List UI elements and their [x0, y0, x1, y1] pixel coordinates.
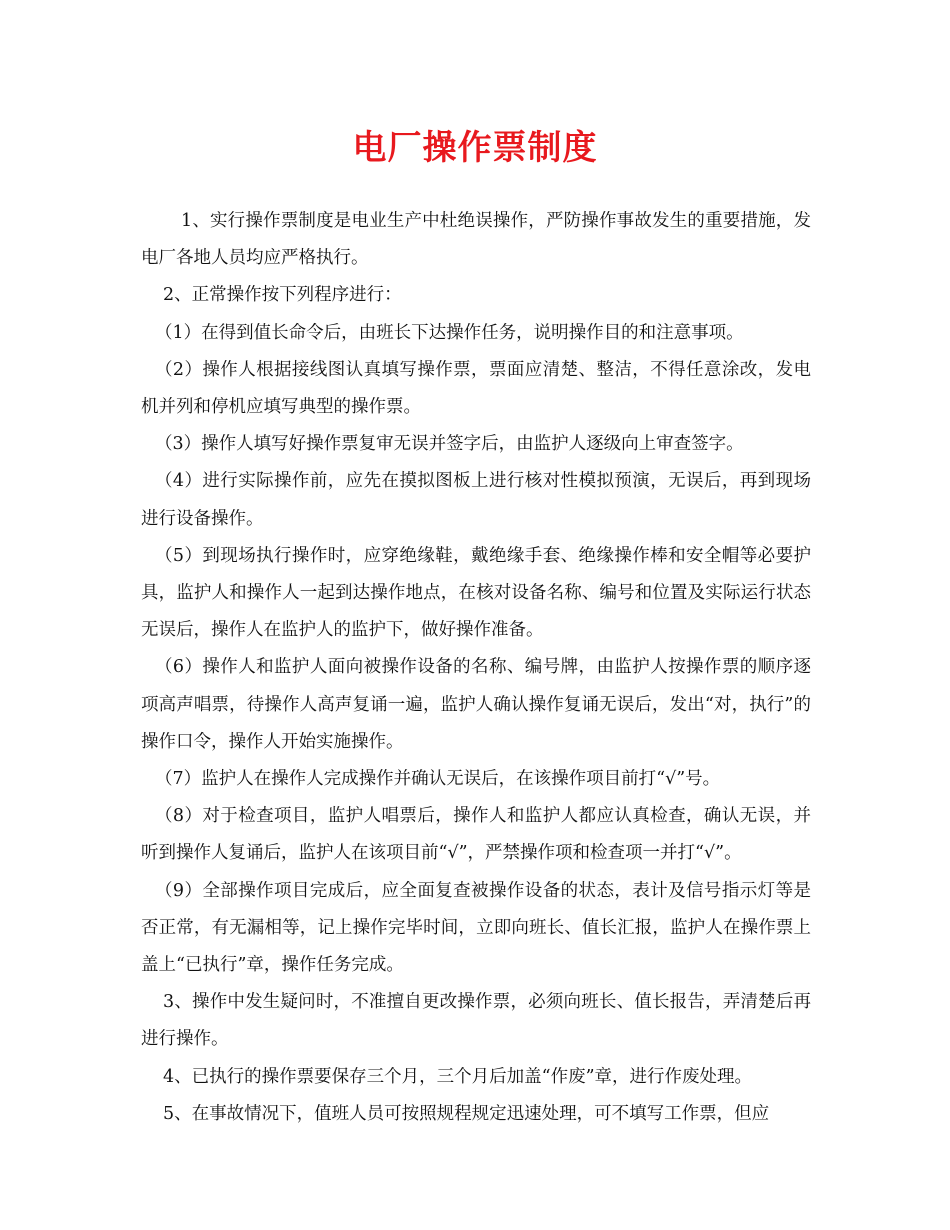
paragraph-2-8: （8）对于检查项目，监护人唱票后，操作人和监护人都应认真检查，确认无误，并听到操作人复诵后，监护人在该项目前“√”，严禁操作项和检查项一并打“√”。: [141, 806, 811, 864]
paragraph-2-9: （9）全部操作项目完成后，应全面复查被操作设备的状态，表计及信号指示灯等是否正常，有无漏相等，记上操作完毕时间，立即向班长、值长汇报，监护人在操作票上盖上“已执行”章，操作任务完成。: [141, 880, 811, 976]
paragraph-2-5: （5）到现场执行操作时，应穿绝缘鞋，戴绝缘手套、绝缘操作棒和安全帽等必要护具，监护人和操作人一起到达操作地点，在核对设备名称、编号和位置及实际运行状态无误后，操作人在监护人的监护下，做好操作准备。: [141, 545, 811, 641]
paragraph-1: 1、实行操作票制度是电业生产中杜绝误操作，严防操作事故发生的重要措施，发电厂各地人员均应严格执行。: [141, 211, 811, 269]
paragraph-2-6: （6）操作人和监护人面向被操作设备的名称、编号牌，由监护人按操作票的顺序逐项高声唱票，待操作人高声复诵一遍，监护人确认操作复诵无误后，发出“对，执行”的操作口令，操作人开始实施操作。: [141, 657, 811, 752]
document-title: 电厂操作票制度: [352, 128, 598, 168]
paragraph-5: 5、在事故情况下，值班人员可按照规程规定迅速处理，可不填写工作票，但应: [163, 1103, 770, 1124]
document-body: [141, 203, 811, 1133]
paragraph-2: 2、正常操作按下列程序进行：: [163, 285, 402, 306]
paragraph-2-7: （7）监护人在操作人完成操作并确认无误后，在该操作项目前打“√”号。: [155, 769, 721, 790]
paragraph-4: 4、已执行的操作票要保存三个月，三个月后加盖“作废”章，进行作废处理。: [163, 1066, 753, 1087]
paragraph-2-2: （2）操作人根据接线图认真填写操作票，票面应清楚、整洁，不得任意涂改，发电机并列和停机应填写典型的操作票。: [141, 359, 811, 418]
paragraph-2-1: （1）在得到值长命令后，由班长下达操作任务，说明操作目的和注意事项。: [155, 322, 744, 343]
paragraph-3: 3、操作中发生疑问时，不准擅自更改操作票，必须向班长、值长报告，弄清楚后再进行操作。: [141, 992, 811, 1050]
paragraph-2-4: （4）进行实际操作前，应先在摸拟图板上进行核对性模拟预演，无误后，再到现场进行设备操作。: [141, 471, 811, 529]
paragraph-2-3: （3）操作人填写好操作票复审无误并签字后，由监护人逐级向上审查签字。: [155, 434, 744, 455]
